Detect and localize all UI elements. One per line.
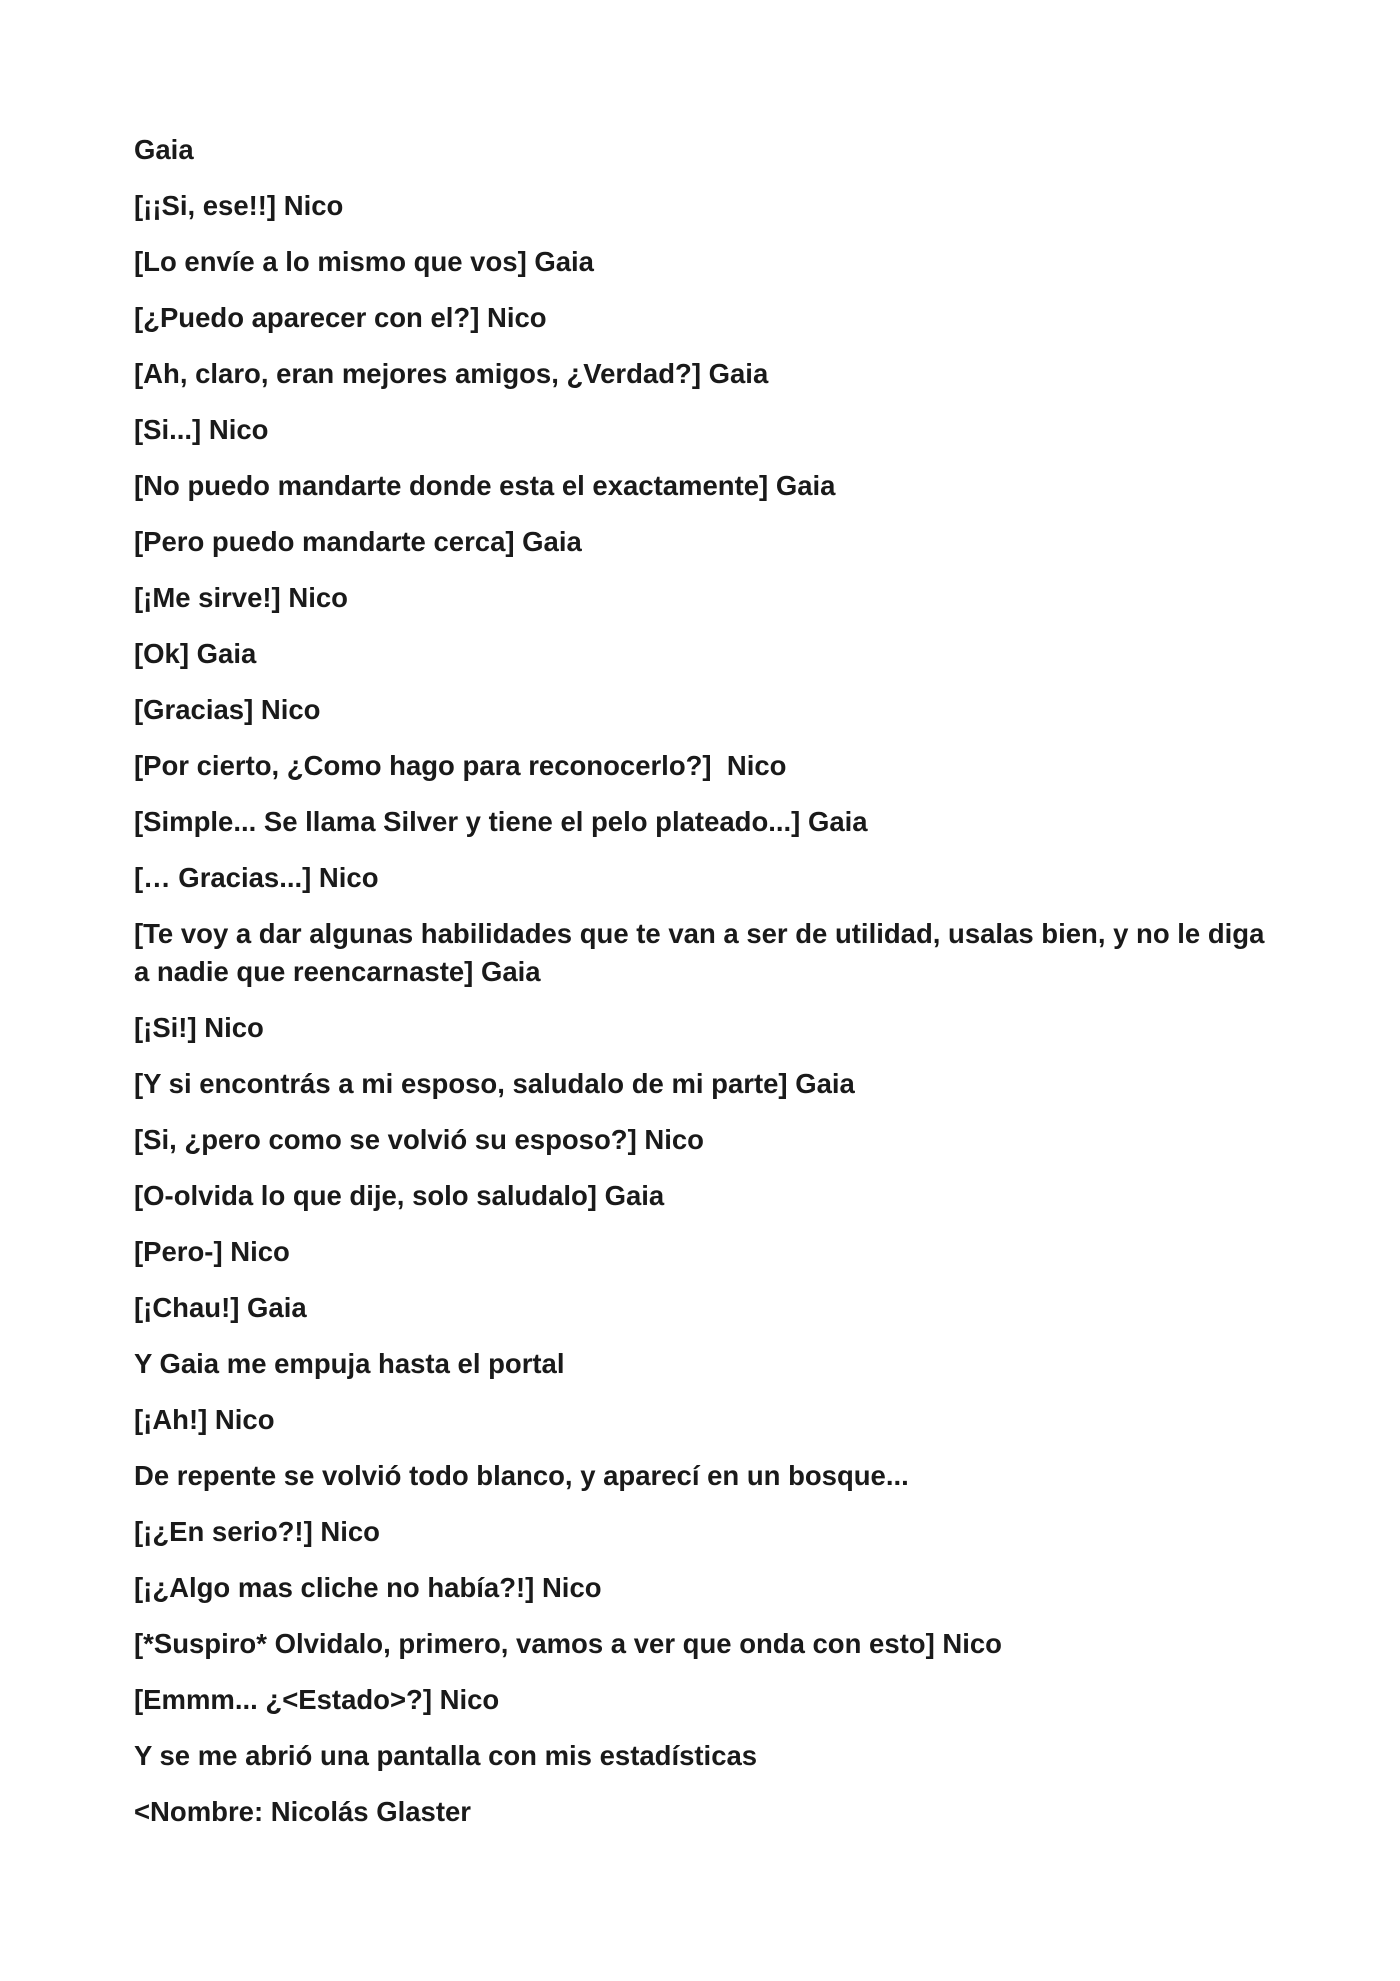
paragraph: [No puedo mandarte donde esta el exactamente] Gaia (134, 470, 836, 501)
paragraph: [¡Ah!] Nico (134, 1404, 275, 1435)
paragraph: [¡¡Si, ese!!] Nico (134, 190, 344, 221)
document-body (134, 131, 1284, 1849)
paragraph: [Lo envíe a lo mismo que vos] Gaia (134, 246, 594, 277)
paragraph: [Si...] Nico (134, 414, 269, 445)
paragraph: Y se me abrió una pantalla con mis estadísticas (134, 1740, 758, 1771)
paragraph: [¿Puedo aparecer con el?] Nico (134, 302, 547, 333)
paragraph: <Nombre: Nicolás Glaster (134, 1796, 471, 1827)
paragraph: [Pero puedo mandarte cerca] Gaia (134, 526, 582, 557)
paragraph: [Ok] Gaia (134, 638, 257, 669)
paragraph: [Ah, claro, eran mejores amigos, ¿Verdad?] Gaia (134, 358, 769, 389)
paragraph: [¡Si!] Nico (134, 1012, 264, 1043)
paragraph: [¡¿Algo mas cliche no había?!] Nico (134, 1572, 602, 1603)
paragraph: [Por cierto, ¿Como hago para reconocerlo?] Nico (134, 750, 787, 781)
paragraph: [¡Me sirve!] Nico (134, 582, 348, 613)
paragraph: [Si, ¿pero como se volvió su esposo?] Nico (134, 1124, 704, 1155)
paragraph: Gaia (134, 134, 194, 165)
paragraph: [Y si encontrás a mi esposo, saludalo de mi parte] Gaia (134, 1068, 855, 1099)
paragraph: Y Gaia me empuja hasta el portal (134, 1348, 565, 1379)
paragraph: De repente se volvió todo blanco, y aparecí en un bosque... (134, 1460, 909, 1491)
paragraph: [Te voy a dar algunas habilidades que te van a ser de utilidad, usalas bien, y no le diga a nadie que reencarnaste] Gaia (134, 918, 1273, 987)
paragraph: [Emmm... ¿<Estado>?] Nico (134, 1684, 500, 1715)
paragraph: [Gracias] Nico (134, 694, 321, 725)
paragraph: [O-olvida lo que dije, solo saludalo] Gaia (134, 1180, 665, 1211)
paragraph: [… Gracias...] Nico (134, 862, 379, 893)
paragraph: [¡Chau!] Gaia (134, 1292, 307, 1323)
paragraph: [¡¿En serio?!] Nico (134, 1516, 380, 1547)
paragraph: [Simple... Se llama Silver y tiene el pelo plateado...] Gaia (134, 806, 868, 837)
paragraph: [*Suspiro* Olvidalo, primero, vamos a ver que onda con esto] Nico (134, 1628, 1002, 1659)
paragraph: [Pero-] Nico (134, 1236, 290, 1267)
